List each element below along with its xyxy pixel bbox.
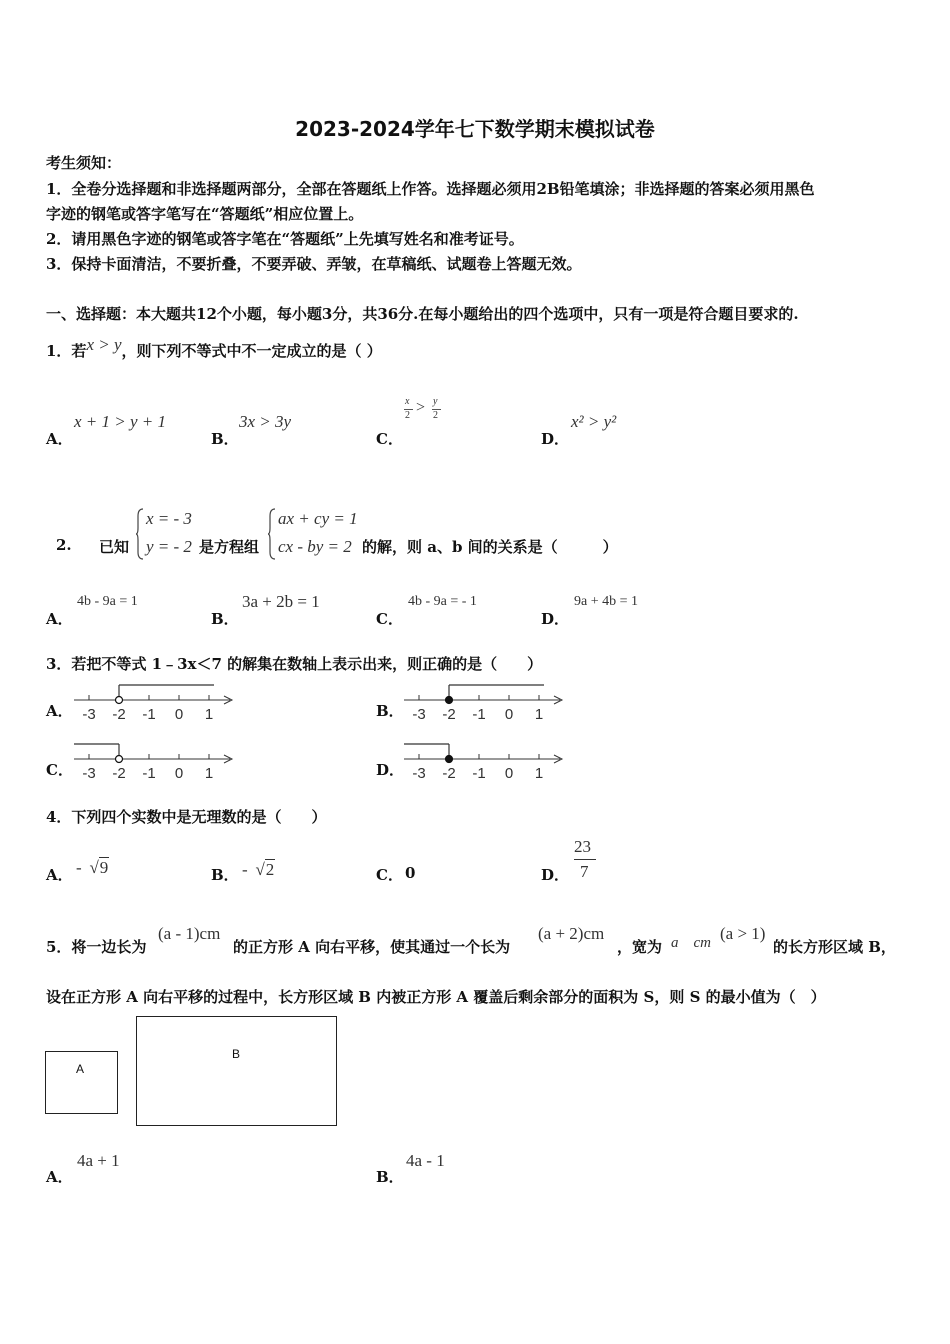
q5-math-2: (a + 2)cm (538, 924, 605, 943)
section-heading: 一、选择题：本大题共12个小题，每小题3分，共36分.在每小题给出的四个选项中，只有一项是符合题目要求的. (46, 305, 799, 323)
q4-option-c[interactable]: 0 (405, 864, 416, 882)
open-point (116, 756, 123, 763)
q4-option-b[interactable]: - √2 (242, 860, 275, 879)
square-a (45, 1051, 118, 1114)
q2-option-b-label: B． (211, 610, 239, 628)
notice-item-2: 2．请用黑色字迹的钢笔或答字笔在“答题纸”上先填写姓名和准考证号。 (46, 230, 524, 248)
q1-stem (46, 335, 382, 361)
tick-label: -1 (472, 706, 486, 723)
q5-text-3: ，宽为 (617, 938, 663, 956)
tick-label: -3 (412, 765, 426, 782)
q3-option-d-label: D． (376, 761, 405, 779)
q3-option-b-label: B． (376, 702, 404, 720)
tick-label: -3 (82, 765, 96, 782)
notice-item-3: 3．保持卡面清洁，不要折叠，不要弄破、弄皱，在草稿纸、试题卷上答题无效。 (46, 255, 582, 273)
sqrt-sign: √ (89, 858, 99, 877)
notice-heading: 考生须知： (46, 154, 122, 172)
q1-post: ，则下列不等式中不一定成立的是（ ） (121, 342, 382, 360)
q1-option-d-label: D． (541, 430, 570, 448)
q5-math-3: a cm (671, 935, 711, 951)
rectangle-b-label: B (232, 1047, 241, 1061)
q2-post: 的解，则 a、b 间的关系是（ ） (362, 538, 618, 556)
q4-option-a-label: A． (46, 866, 73, 884)
tick-label: -2 (112, 765, 126, 782)
fraction-bar (574, 859, 596, 860)
tick-label: -2 (112, 706, 126, 723)
q2-option-c-label: C． (376, 610, 403, 628)
tick-label: 1 (534, 765, 544, 782)
q3-option-d-number-line[interactable] (402, 739, 567, 785)
tick-label: 0 (504, 765, 514, 782)
q4-option-b-label: B． (211, 866, 239, 884)
tick-label: 1 (534, 706, 544, 723)
q4-option-c-label: C． (376, 866, 403, 884)
tick-label: 0 (504, 706, 514, 723)
q3-option-b-number-line[interactable] (402, 680, 567, 726)
q4-option-a[interactable]: - √9 (76, 858, 109, 877)
q2-option-c[interactable]: 4b - 9a = - 1 (408, 594, 477, 609)
q4-option-d[interactable]: 23 7 (574, 837, 598, 885)
tick-label: -3 (412, 706, 426, 723)
q2-system1-line1: x = - 3 (146, 509, 192, 528)
q5-option-a[interactable]: 4a + 1 (77, 1151, 120, 1170)
q1-option-a[interactable]: x + 1 > y + 1 (74, 412, 167, 431)
rectangle-b (136, 1016, 337, 1126)
q5-option-a-label: A． (46, 1168, 73, 1186)
q1-condition: x > y (86, 335, 122, 354)
q2-option-a[interactable]: 4b - 9a = 1 (77, 594, 138, 609)
page-title: 2023-2024学年七下数学期末模拟试卷 (295, 117, 655, 141)
q5-math-1: (a - 1)cm (158, 924, 221, 943)
q2-mid: 是方程组 (199, 538, 260, 556)
tick-label: -1 (472, 765, 486, 782)
notice-item-1: 1．全卷分选择题和非选择题两部分，全部在答题纸上作答。选择题必须用2B铅笔填涂；非选择题的答案必须用黑色 (46, 180, 815, 198)
tick-label: -1 (142, 706, 156, 723)
left-brace (136, 508, 144, 560)
tick-label: -3 (82, 706, 96, 723)
q1-option-c[interactable]: x 2 > y 2 (402, 396, 452, 428)
q2-option-d-label: D． (541, 610, 570, 628)
q1-option-a-label: A． (46, 430, 73, 448)
q1-option-c-label: C． (376, 430, 403, 448)
tick-label: -2 (442, 706, 456, 723)
closed-point (446, 697, 453, 704)
q3-option-a-label: A． (46, 702, 73, 720)
q2-system1-line2: y = - 2 (146, 537, 192, 556)
tick-label: -2 (442, 765, 456, 782)
q1-option-b-label: B． (211, 430, 239, 448)
q3-option-c-number-line[interactable] (72, 739, 237, 785)
tick-label: 1 (204, 706, 214, 723)
q3-option-c-label: C． (46, 761, 73, 779)
tick-label: -1 (142, 765, 156, 782)
left-brace (268, 508, 276, 560)
q1-option-b[interactable]: 3x > 3y (239, 412, 292, 431)
q2-option-b[interactable]: 3a + 2b = 1 (242, 592, 320, 611)
q2-number: 2. (56, 536, 72, 554)
q2-option-a-label: A． (46, 610, 73, 628)
q1-option-d[interactable]: x² > y² (571, 412, 617, 431)
q3-stem: 3．若把不等式 1﹣3x＜7 的解集在数轴上表示出来，则正确的是（ ） (46, 655, 543, 673)
q2-system2-line2: cx - by = 2 (278, 537, 352, 556)
open-point (116, 697, 123, 704)
tick-label: 0 (174, 765, 184, 782)
q5-text-2: 的正方形 A 向右平移，使其通过一个长为 (233, 938, 511, 956)
square-a-label: A (76, 1062, 85, 1076)
q2-pre: 已知 (99, 538, 130, 556)
q2-system2-line1: ax + cy = 1 (278, 509, 358, 528)
q5-option-b-label: B． (376, 1168, 404, 1186)
q3-option-a-number-line[interactable] (72, 680, 237, 726)
q1-pre: 1．若 (46, 342, 87, 360)
q5-option-b[interactable]: 4a - 1 (406, 1151, 445, 1170)
q5-text-1: 5．将一边长为 (46, 938, 147, 956)
notice-item-1-cont: 字迹的钢笔或答字笔写在“答题纸”相应位置上。 (46, 205, 364, 223)
q5-text-4: 的长方形区域 B， (773, 938, 896, 956)
q5-text-line2: 设在正方形 A 向右平移的过程中，长方形区域 B 内被正方形 A 覆盖后剩余部分的面积为 S，则 S 的最小值为（ ） (46, 988, 826, 1006)
q2-option-d[interactable]: 9a + 4b = 1 (574, 594, 639, 609)
tick-label: 1 (204, 765, 214, 782)
tick-label: 0 (174, 706, 184, 723)
q4-option-d-label: D． (541, 866, 570, 884)
q4-stem: 4．下列四个实数中是无理数的是（ ） (46, 808, 327, 826)
closed-point (446, 756, 453, 763)
q5-math-4: (a > 1) (720, 924, 766, 943)
sqrt-sign: √ (255, 860, 265, 879)
